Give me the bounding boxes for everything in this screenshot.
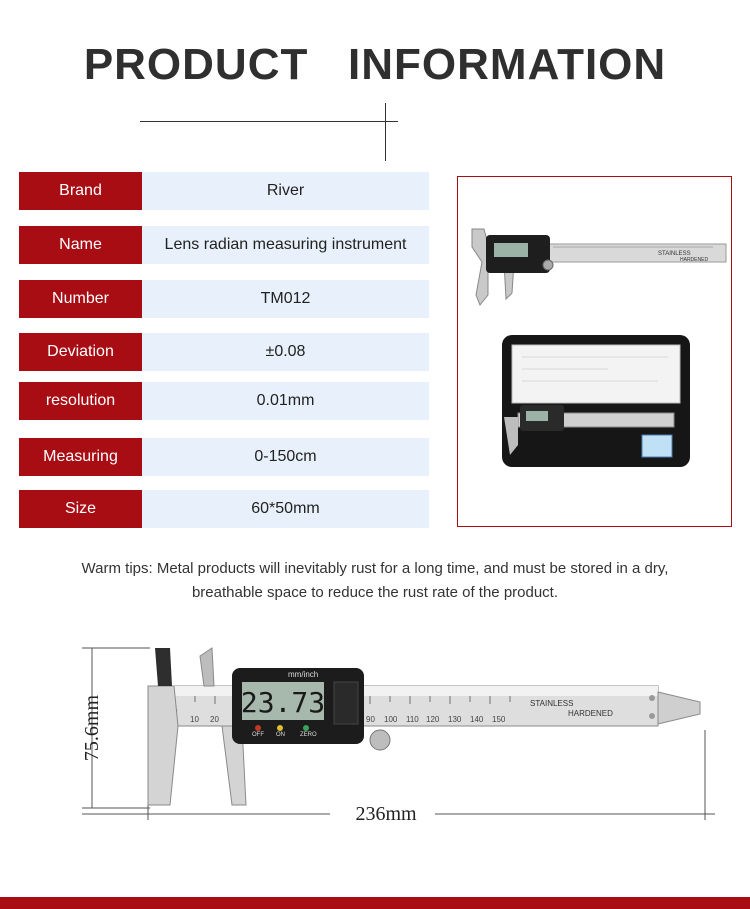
spec-label: Number bbox=[19, 280, 142, 318]
lcd-reading: 23.73 bbox=[240, 686, 326, 719]
width-label: 236mm bbox=[355, 803, 417, 825]
scale-label: 10 bbox=[190, 715, 199, 724]
spec-label: resolution bbox=[19, 382, 142, 420]
spec-value: TM012 bbox=[142, 280, 429, 318]
engraving-text: HARDENED bbox=[680, 257, 709, 263]
engraving-text: HARDENED bbox=[568, 709, 613, 718]
warm-tips-line-1: Warm tips: Metal products will inevitably rust for a long time, and must be stored in a dry, bbox=[81, 560, 669, 577]
product-photo-frame bbox=[457, 176, 732, 527]
scale-label: 140 bbox=[470, 715, 484, 724]
spec-label: Name bbox=[19, 226, 142, 264]
button-label-off: OFF bbox=[252, 732, 264, 738]
caliper-image-top bbox=[472, 229, 726, 305]
button-label-zero: ZERO bbox=[300, 732, 317, 738]
spec-value: 0.01mm bbox=[142, 382, 429, 420]
spec-value: 60*50mm bbox=[142, 490, 429, 528]
spec-label: Size bbox=[19, 490, 142, 528]
scale-label: 110 bbox=[406, 715, 419, 724]
spec-label: Brand bbox=[19, 172, 142, 210]
decorative-line-horizontal bbox=[140, 121, 398, 122]
scale-label: 20 bbox=[210, 715, 219, 724]
spec-value: 0-150cm bbox=[142, 438, 429, 476]
scale-label: 150 bbox=[492, 715, 506, 724]
width-dimension bbox=[82, 730, 715, 825]
height-dimension bbox=[81, 648, 150, 808]
product-photo bbox=[458, 177, 731, 526]
spec-label: Measuring bbox=[19, 438, 142, 476]
spec-value: Lens radian measuring instrument bbox=[142, 226, 429, 264]
scale-label: 100 bbox=[384, 715, 398, 724]
scale-label: 130 bbox=[448, 715, 462, 724]
decorative-line-vertical bbox=[385, 103, 386, 161]
dimension-diagram bbox=[0, 630, 750, 830]
page-title: PRODUCT INFORMATION bbox=[83, 40, 667, 89]
button-label-on: ON bbox=[276, 732, 285, 738]
scale-label: 120 bbox=[426, 715, 440, 724]
spec-label: Deviation bbox=[19, 333, 142, 371]
spec-value: River bbox=[142, 172, 429, 210]
caliper-case-image bbox=[502, 335, 690, 467]
warm-tips-line-2: breathable space to reduce the rust rate of the product. bbox=[191, 584, 559, 601]
warm-tips bbox=[30, 557, 720, 605]
height-label: 75.6mm bbox=[81, 694, 103, 762]
spec-value: ±0.08 bbox=[142, 333, 429, 371]
engraving-text: STAINLESS bbox=[658, 251, 691, 257]
caliper-image bbox=[148, 648, 700, 805]
engraving-text: STAINLESS bbox=[530, 699, 574, 708]
bottom-accent-bar bbox=[0, 897, 750, 909]
unit-button-label: mm/inch bbox=[288, 670, 319, 679]
scale-label: 90 bbox=[366, 715, 375, 724]
